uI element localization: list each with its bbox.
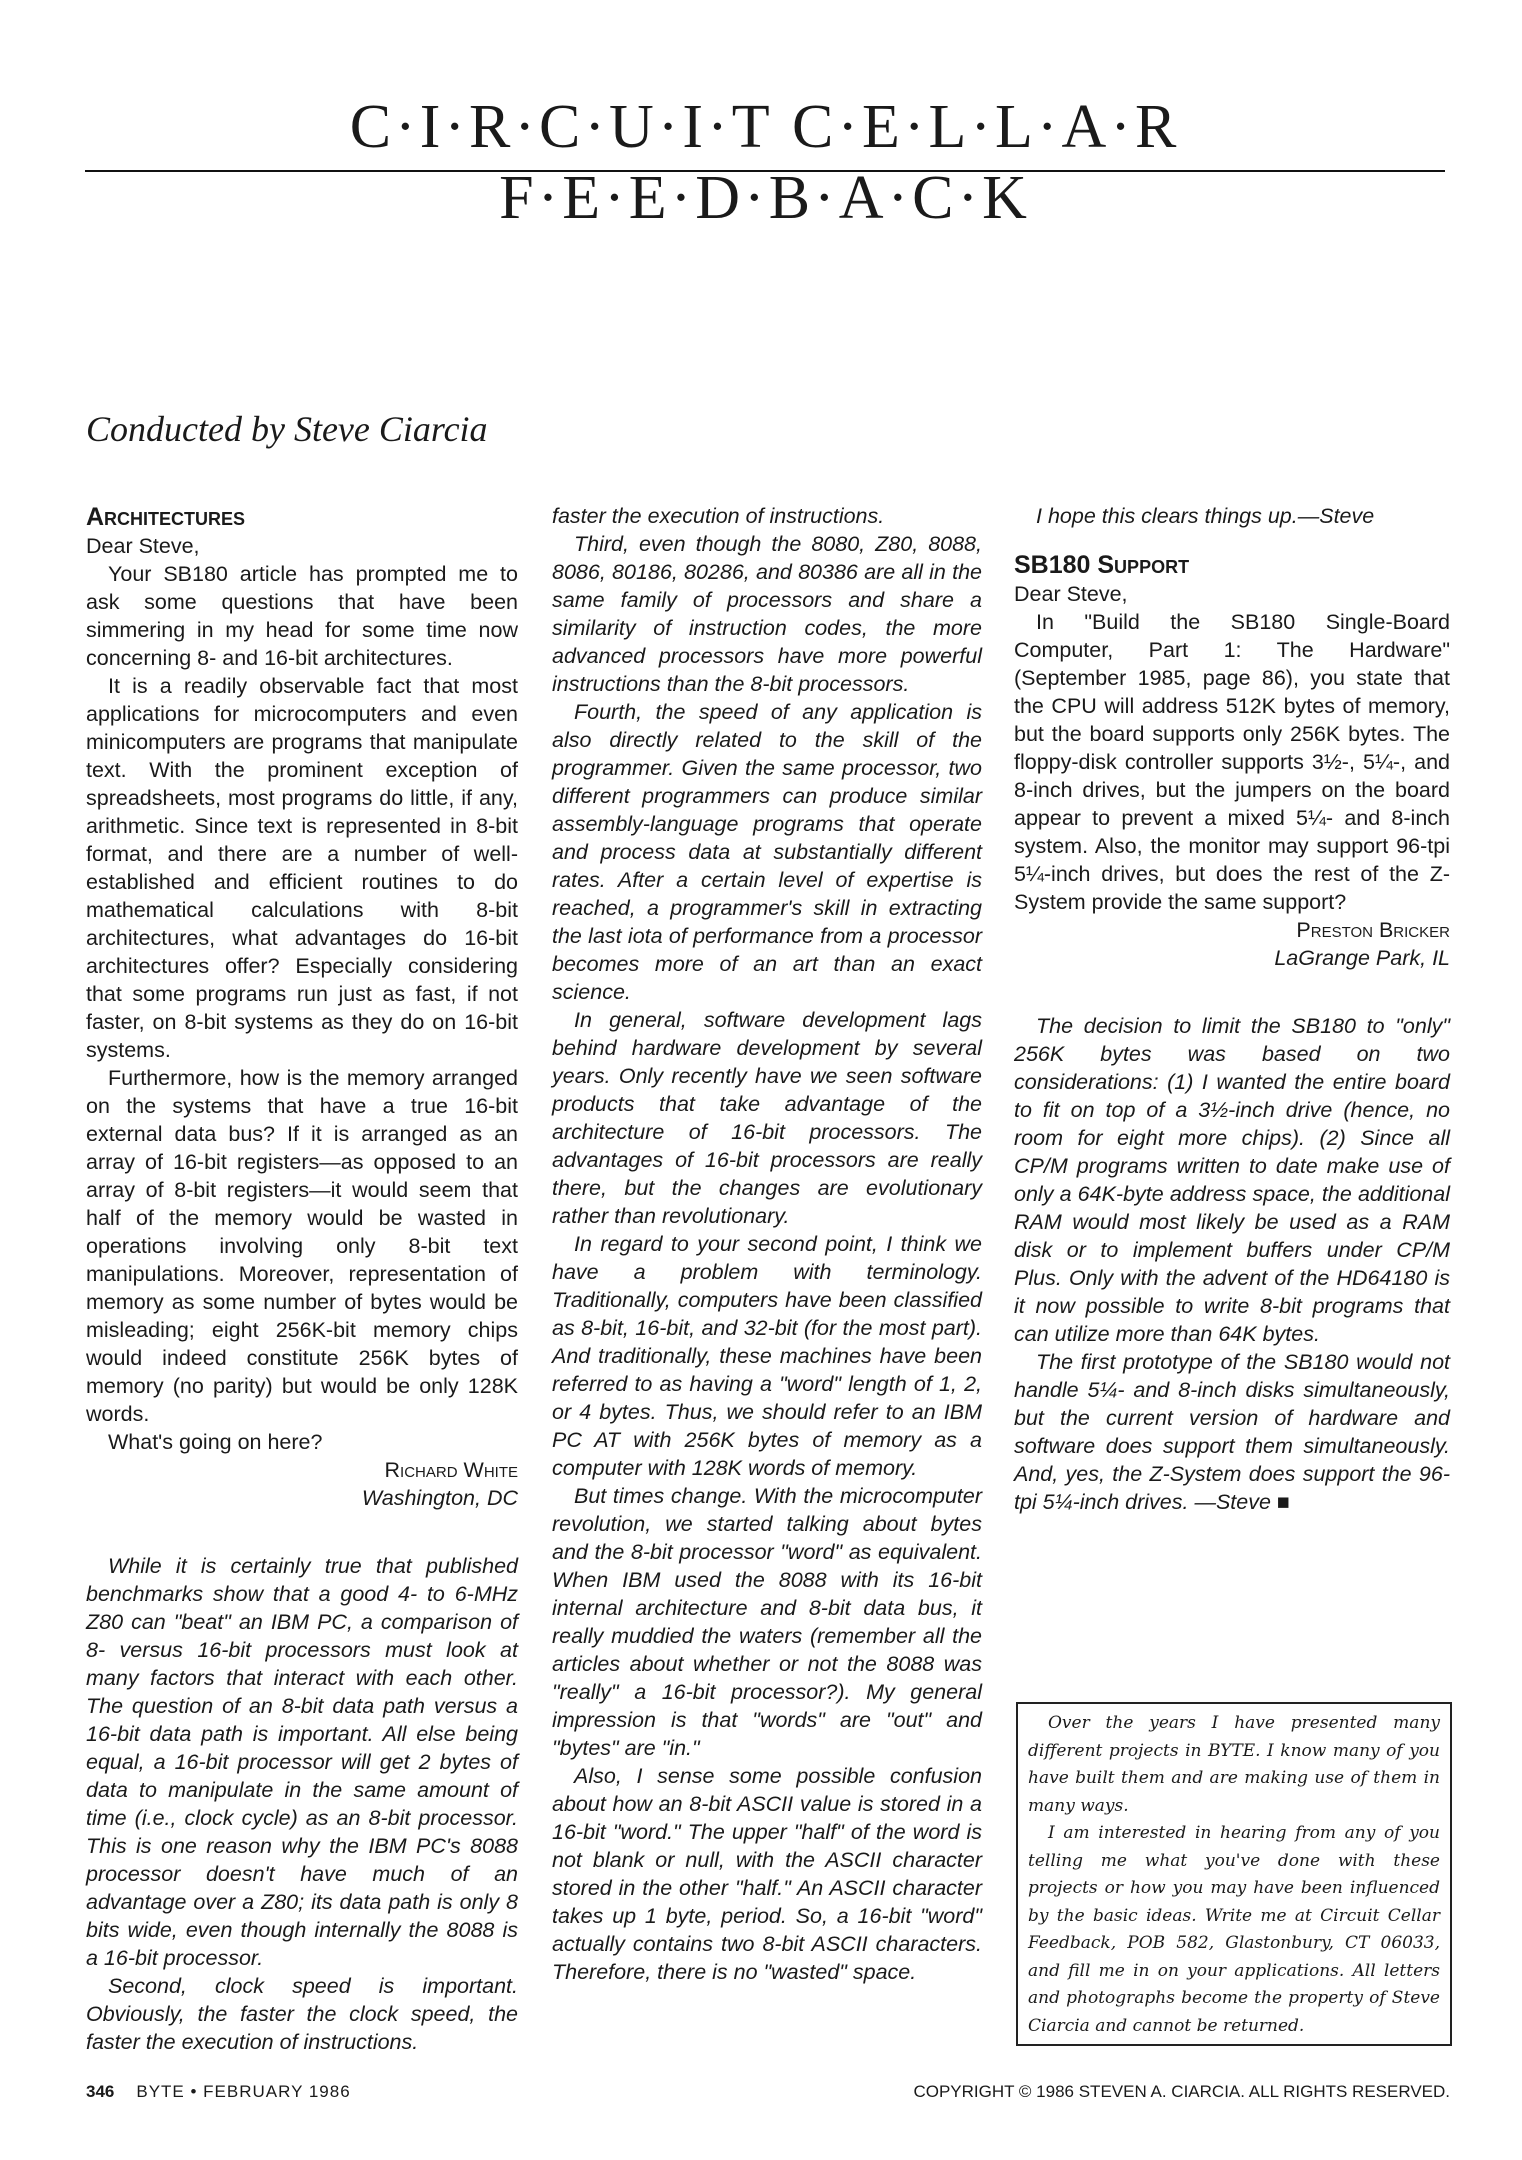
column-2 <box>552 502 982 1986</box>
greeting: Dear Steve, <box>86 534 200 558</box>
note-paragraph: I am interested in hearing from any of you telling me what you've done with these projects or how you may have been influenced by the basic ideas. Write me at Circuit Cellar Feedback, POB 582, Glastonbury, CT 06033, and fill me in on your applications. All letters and photographs become the property of Steve Ciarcia and cannot be returned. <box>1028 1823 1440 2036</box>
paragraph: Your SB180 article has prompted me to ask some questions that have been simmering in my head for some time now concerning 8- and 16-bit architectures. <box>86 562 518 670</box>
greeting: Dear Steve, <box>1014 582 1128 606</box>
reply-paragraph: Second, clock speed is important. Obviously, the faster the clock speed, the faster the execution of instructions. <box>86 1974 518 2054</box>
letter-location: LaGrange Park, IL <box>1274 946 1450 970</box>
letter-signature: Richard White <box>384 1458 518 1482</box>
paragraph: What's going on here? <box>108 1430 323 1454</box>
letter-heading: Architectures <box>86 503 246 531</box>
title-rule <box>85 170 1445 172</box>
section-title: C·I·R·C·U·I·T C·E·L·L·A·R F·E·E·D·B·A·C·K <box>349 93 1181 232</box>
byline: Conducted by Steve Ciarcia <box>86 409 488 449</box>
reply-paragraph: In general, software development lags behind hardware development by several years. Only recently have we seen software products that take advantage of the architecture of 16-bit processors. The advantages of 16-bit processors are really there, but the changes are evolutionary rather than revolutionary. <box>552 1008 982 1228</box>
reply-paragraph: While it is certainly true that published benchmarks show that a good 4- to 6-MHz Z80 can "beat" an IBM PC, a comparison of 8- versus 16-bit processors must look at many factors that interact with each other. The question of an 8-bit data path versus a 16-bit data path is important. All else being equal, a 16-bit processor will get 2 bytes of data to manipulate in the same amount of time (i.e., clock cycle) as an 8-bit processor. This is one reason why the IBM PC's 8088 processor doesn't have much of an advantage over a Z80; its data path is only 8 bits wide, even though internally the 8088 is a 16-bit processor. <box>86 1554 518 1970</box>
editor-note-box <box>1016 1702 1452 2046</box>
reply-paragraph-continued: faster the execution of instructions. <box>552 504 885 528</box>
magazine-issue: BYTE • FEBRUARY 1986 <box>136 2082 351 2101</box>
note-paragraph: Over the years I have presented many different projects in BYTE. I know many of you have built them and are making use of them in many ways. <box>1028 1713 1440 1816</box>
copyright: COPYRIGHT © 1986 STEVEN A. CIARCIA. ALL RIGHTS RESERVED. <box>913 2082 1450 2101</box>
paragraph: It is a readily observable fact that most applications for microcomputers and even minicomputers are programs that manipulate text. With the prominent exception of spreadsheets, most programs do little, if any, arithmetic. Since text is represented in 8-bit format, and there are a number of well-established and efficient routines to do mathematical calculations with 8-bit architectures, what advantages do 16-bit architectures offer? Especially considering that some programs run just as fast, if not faster, on 8-bit systems as they do on 16-bit systems. <box>86 674 518 1062</box>
paragraph: In "Build the SB180 Single-Board Computer, Part 1: The Hardware" (September 1985, page 86), you state that the CPU will address 512K bytes of memory, but the board supports only 256K bytes. The floppy-disk controller supports 3½-, 5¼-, and 8-inch drives, but the jumpers on the board appear to prevent a mixed 5¼- and 8-inch system. Also, the monitor may support 96-tpi 5¼-inch drives, but does the rest of the Z-System provide the same support? <box>1014 610 1450 914</box>
reply-paragraph: In regard to your second point, I think we have a problem with terminology. Traditionally, computers have been classified as 8-bit, 16-bit, and 32-bit (for the most part). And traditionally, these machines have been referred to as having a "word" length of 1, 2, or 4 bytes. Thus, we should refer to an IBM PC AT with 256K bytes of memory as a computer with 128K words of memory. <box>552 1232 982 1480</box>
letter-location: Washington, DC <box>361 1486 518 1510</box>
footer-left <box>86 2082 351 2102</box>
reply-paragraph: Also, I sense some possible confusion about how an 8-bit ASCII value is stored in a 16-bit "word." The upper "half" of the word is not blank or null, with the ASCII character stored in the other "half." An ASCII character takes up 1 byte, period. So, a 16-bit "word" actually contains two 8-bit ASCII characters. Therefore, there is no "wasted" space. <box>552 1764 982 1984</box>
reply-paragraph: Fourth, the speed of any application is also directly related to the skill of the programmer. Given the same processor, two different programmers can produce similar assembly-language programs that operate and process data at substantially different rates. After a certain level of expertise is reached, a programmer's skill in extracting the last iota of performance from a processor becomes more of an art than an exact science. <box>552 700 982 1004</box>
page-number: 346 <box>86 2082 115 2101</box>
column-3 <box>1014 502 1450 1516</box>
reply-paragraph: The decision to limit the SB180 to "only" 256K bytes was based on two considerations: (1) I wanted the entire board to fit on top of a 3½-inch drive (hence, no room for eight more chips). (2) Since all CP/M programs written to date make use of only a 64K-byte address space, the additional RAM would most likely be used as a RAM disk or to implement buffers under CP/M Plus. Only with the advent of the HD64180 is it now possible to write 8-bit programs that can utilize more than 64K bytes. <box>1014 1014 1450 1346</box>
reply-signoff: I hope this clears things up.—Steve <box>1036 504 1375 528</box>
letter-signature: Preston Bricker <box>1296 918 1450 942</box>
reply-paragraph: But times change. With the microcomputer revolution, we started talking about bytes and the 8-bit processor "word" as equivalent. When IBM used the 8088 with its 16-bit internal architecture and 8-bit data bus, it really muddied the waters (remember all the articles about whether or not the 8088 was "really" a 16-bit processor?). My general impression is that "words" are "out" and "bytes" are "in." <box>552 1484 982 1760</box>
reply-paragraph: Third, even though the 8080, Z80, 8088, 8086, 80186, 80286, and 80386 are all in the same family of processors and share a similarity of instruction codes, the more advanced processors have more powerful instructions than the 8-bit processors. <box>552 532 982 696</box>
reply-paragraph: The first prototype of the SB180 would not handle 5¼- and 8-inch disks simultaneously, but the current version of hardware and software does support them simultaneously. And, yes, the Z-System does support the 96-tpi 5¼-inch drives. —Steve ■ <box>1014 1350 1450 1514</box>
paragraph: Furthermore, how is the memory arranged on the systems that have a true 16-bit external data bus? If it is arranged as an array of 16-bit registers—as opposed to an array of 8-bit registers—it would seem that half of the memory would be wasted in operations involving only 8-bit text manipulations. Moreover, representation of memory as some number of bytes would be misleading; eight 256K-bit memory chips would indeed constitute 256K bytes of memory (no parity) but would be only 128K words. <box>86 1066 518 1426</box>
letter-heading: SB180 Support <box>1014 551 1190 579</box>
column-1 <box>86 502 518 2054</box>
